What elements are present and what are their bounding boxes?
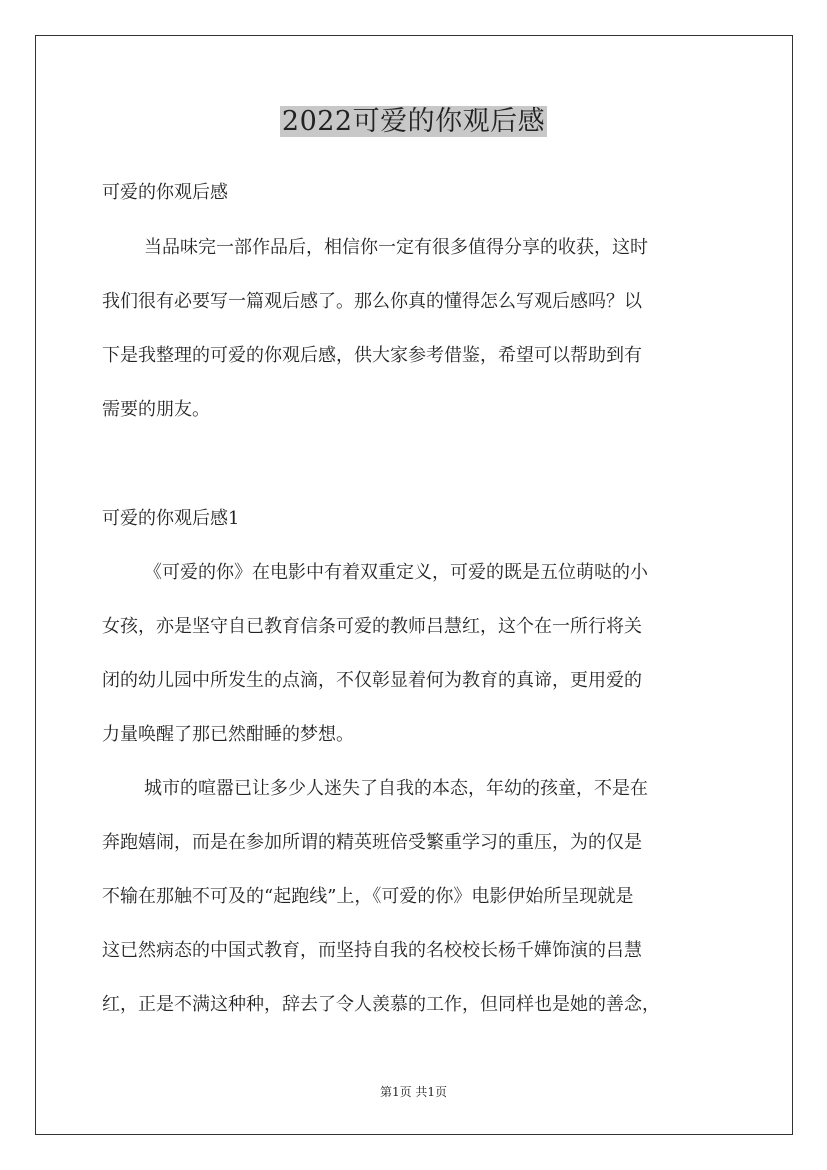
paragraph-line: 不输在那触不可及的“起跑线”上，《可爱的你》电影伊始所呈现就是 <box>102 886 634 907</box>
paragraph-line: 力量唤醒了那已然酣睡的梦想。 <box>102 724 354 745</box>
paragraph-line: 需要的朋友。 <box>102 399 210 420</box>
page-footer: 第1页 共1页 <box>379 1085 448 1099</box>
paragraph-line: 红，正是不满这种种，辞去了令人羡慕的工作，但同样也是她的善念， <box>102 994 660 1015</box>
paragraph-line: 下是我整理的可爱的你观后感，供大家参考借鉴，希望可以帮助到有 <box>102 345 642 366</box>
paragraph-line: 闭的幼儿园中所发生的点滴，不仅彰显着何为教育的真谛，更用爱的 <box>102 670 642 691</box>
subtitle: 可爱的你观后感 <box>102 182 228 203</box>
paragraph-line: 当品味完一部作品后，相信你一定有很多值得分享的收获，这时 <box>144 237 648 258</box>
paragraph-line: 奔跑嬉闹，而是在参加所谓的精英班倍受繁重学习的重压，为的仅是 <box>102 832 642 853</box>
paragraph-line: 女孩，亦是坚守自已教育信条可爱的教师吕慧红，这个在一所行将关 <box>102 616 642 637</box>
section-heading: 可爱的你观后感1 <box>102 508 240 529</box>
paragraph-line: 我们很有必要写一篇观后感了。那么你真的懂得怎么写观后感吗？以 <box>102 291 642 312</box>
paragraph-line: 城市的喧嚣已让多少人迷失了自我的本态，年幼的孩童，不是在 <box>144 778 648 799</box>
document-title: 2022可爱的你观后感 <box>281 106 546 137</box>
paragraph-line: 《可爱的你》在电影中有着双重定义，可爱的既是五位萌哒的小 <box>144 562 648 583</box>
paragraph-line: 这已然病态的中国式教育，而坚持自我的名校校长杨千嬅饰演的吕慧 <box>102 940 642 961</box>
